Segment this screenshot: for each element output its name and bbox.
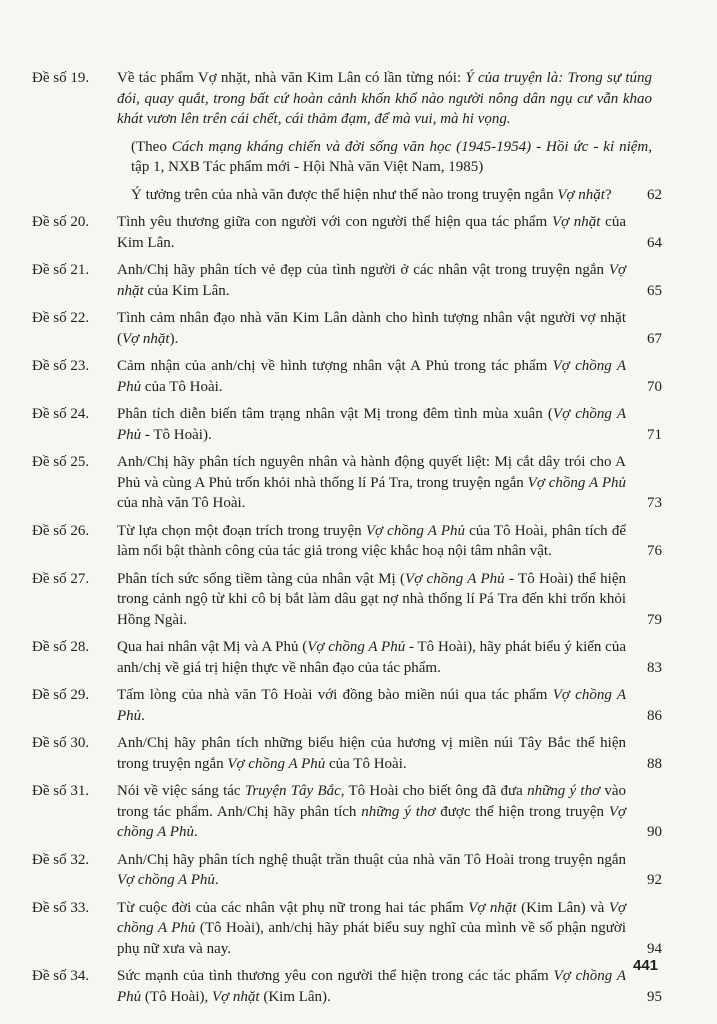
entry-text-run: (Theo bbox=[131, 138, 172, 155]
entry-text-italic: Cách mạng kháng chiến và đời sống văn học (1945-1954) - Hồi ức - kỉ niệm bbox=[171, 138, 649, 155]
entry-page: 79 bbox=[647, 611, 662, 628]
entry-text bbox=[117, 521, 662, 562]
entry-page: 71 bbox=[647, 426, 662, 443]
entry-text bbox=[117, 637, 662, 678]
entry-text-italic: Vợ chồng A Phủ bbox=[117, 358, 627, 395]
entry-text-run: Phân tích sức sống tiềm tàng của nhân vật Mị ( bbox=[117, 570, 406, 587]
entry-text bbox=[117, 966, 662, 1007]
toc-entry-continuation bbox=[32, 185, 662, 206]
entry-page: 65 bbox=[647, 282, 662, 299]
entry-text-italic: Vợ chồng A Phủ bbox=[117, 872, 215, 888]
toc-entry bbox=[32, 404, 662, 445]
entry-text-italic: những ý thơ bbox=[361, 803, 436, 820]
entry-text-run: . bbox=[193, 824, 198, 840]
entry-text-run: của nhà văn Tô Hoài. bbox=[117, 495, 246, 511]
toc-entry bbox=[32, 733, 662, 774]
entry-text-run: (Tô Hoài), bbox=[141, 988, 212, 1005]
entry-text-run: - Tô Hoài) thể hiện trong cảnh ngộ từ khi cô bị bắt làm dâu gạt nợ nhà thống lí Pá Tra đến khi trốn khỏi Hồng Ngài. bbox=[117, 570, 626, 628]
entry-text-italic: Vợ chồng A Phủ bbox=[117, 406, 627, 443]
entry-number: Đề số 26. bbox=[32, 522, 90, 539]
entry-number: Đề số 21. bbox=[32, 262, 90, 278]
entry-text-run: (Kim Lân) và bbox=[516, 899, 609, 916]
entry-number: Đề số 33. bbox=[32, 899, 90, 916]
entry-text-italic: Vợ nhặt bbox=[557, 186, 605, 203]
entry-number: Đề số 27. bbox=[32, 570, 90, 587]
entry-text-run: Anh/Chị hãy phân tích những biểu hiện của hương vị miền núi Tây Bắc thể hiện trong truyện ngắn bbox=[117, 735, 626, 772]
entry-text bbox=[117, 356, 662, 397]
entry-page: 88 bbox=[647, 755, 662, 772]
entry-text-run: của Tô Hoài. bbox=[325, 755, 407, 772]
entry-number: Đề số 20. bbox=[32, 214, 90, 230]
entry-text-italic: Vợ nhặt bbox=[551, 214, 601, 230]
entry-text-italic: Vợ chồng A Phủ bbox=[405, 570, 505, 587]
toc-entry bbox=[32, 898, 662, 960]
entry-text-run: của Tô Hoài, phân tích để làm nổi bật thành công của tác giả trong việc khắc hoạ nội tâm nhân vật. bbox=[117, 522, 626, 559]
entry-text-italic: Vợ chồng A Phủ bbox=[307, 639, 406, 655]
toc-entry bbox=[32, 637, 662, 678]
entry-text-run: của Tô Hoài. bbox=[141, 378, 223, 395]
entry-text-run: Phân tích diễn biến tâm trạng nhân vật Mị trong đêm tình mùa xuân ( bbox=[117, 406, 553, 422]
entry-page: 83 bbox=[647, 659, 662, 676]
entry-number: Đề số 29. bbox=[32, 687, 90, 703]
toc-entry bbox=[32, 781, 662, 843]
entry-number: Đề số 30. bbox=[32, 735, 90, 751]
entry-text bbox=[117, 212, 662, 253]
entry-number: Đề số 23. bbox=[32, 358, 90, 374]
entry-text bbox=[117, 137, 662, 178]
toc-entry bbox=[32, 850, 662, 891]
entry-text-run: ? bbox=[604, 186, 612, 203]
entry-number: Đề số 34. bbox=[32, 968, 90, 984]
entry-page: 76 bbox=[647, 543, 662, 559]
entry-text bbox=[117, 185, 662, 206]
entry-text-run: , Tô Hoài cho biết ông đã đưa bbox=[340, 783, 528, 799]
toc-entry bbox=[32, 68, 662, 130]
toc-entry bbox=[32, 356, 662, 397]
entry-text-run: Vợ nhặt bbox=[197, 70, 247, 86]
entry-text bbox=[117, 685, 662, 726]
entry-page: 86 bbox=[647, 707, 662, 724]
toc-entry bbox=[32, 308, 662, 349]
entry-text-run: được thể hiện trong truyện bbox=[435, 803, 609, 820]
entry-text bbox=[117, 569, 662, 631]
entry-text-run: Tình yêu thương giữa con người với con người thể hiện qua tác phẩm bbox=[117, 214, 552, 230]
toc-entry bbox=[32, 452, 662, 514]
entry-text-run: Tấm lòng của nhà văn Tô Hoài với đồng bào miền núi qua tác phẩm bbox=[117, 687, 553, 703]
entry-text bbox=[117, 260, 662, 301]
toc-entry-continuation bbox=[32, 137, 662, 178]
entry-text-italic: Vợ chồng A Phủ bbox=[117, 687, 627, 724]
entry-text-run: Anh/Chị hãy phân tích vẻ đẹp của tình người ở các nhân vật trong truyện ngắn bbox=[117, 262, 609, 278]
entry-text bbox=[117, 781, 662, 843]
entry-number: Đề số 28. bbox=[32, 639, 90, 655]
entry-text bbox=[117, 850, 662, 891]
entry-text-italic: Vợ chồng A Phủ bbox=[527, 474, 626, 491]
entry-text-run: - Tô Hoài). bbox=[141, 426, 212, 443]
entry-text-italic: Vợ nhặt bbox=[117, 262, 626, 299]
entry-text-run: (Kim Lân). bbox=[259, 988, 331, 1005]
entry-text-run: Anh/Chị hãy phân tích nghệ thuật trần thuật của nhà văn Tô Hoài trong truyện ngắn bbox=[117, 851, 626, 868]
entry-page: 67 bbox=[647, 330, 662, 347]
entry-text-run: Sức mạnh của tình thương yêu con người thể hiện trong các tác phẩm bbox=[117, 968, 554, 984]
entry-text-italic: Vợ nhặt bbox=[122, 330, 170, 347]
entry-text-run: của Kim Lân. bbox=[117, 214, 626, 251]
entry-page: 64 bbox=[647, 234, 662, 251]
toc-entry bbox=[32, 521, 662, 562]
entry-text bbox=[117, 68, 662, 130]
toc-entry bbox=[32, 685, 662, 726]
entry-text-run: Ý tưởng trên của nhà văn được thể hiện như thế nào trong truyện ngắn bbox=[131, 186, 558, 203]
entry-text-italic: Vợ chồng A Phủ bbox=[117, 968, 626, 1005]
entry-text bbox=[117, 404, 662, 445]
entry-text-run: Từ lựa chọn một đoạn trích trong truyện bbox=[117, 522, 366, 539]
entry-text-run: - Tô Hoài), hãy phát biểu ý kiến của anh/chị về giá trị hiện thực về nhân đạo của tác phẩm. bbox=[117, 639, 627, 676]
entry-text-italic: Truyện Tây Bắc bbox=[244, 783, 341, 799]
entry-text-run: Anh/Chị hãy phân tích nguyên nhân và hành động quyết liệt: Mị cắt dây trói cho A Phủ và cùng A Phủ trốn khỏi nhà thống lí Pá Tra, trong truyện ngắn bbox=[117, 454, 626, 491]
entry-text-run: Từ cuộc đời của các nhân vật phụ nữ trong hai tác phẩm bbox=[117, 899, 469, 916]
entry-text-run: . bbox=[214, 872, 219, 888]
entry-text-italic: Vợ chồng A Phủ bbox=[227, 755, 326, 772]
entry-number: Đề số 24. bbox=[32, 406, 90, 422]
entry-text bbox=[117, 308, 662, 349]
entry-text-run: Về tác phẩm bbox=[117, 70, 198, 86]
entry-text bbox=[117, 452, 662, 514]
entry-text-italic: Vợ nhặt bbox=[468, 899, 517, 916]
entry-page: 70 bbox=[647, 378, 662, 395]
entry-number: Đề số 19. bbox=[32, 70, 90, 86]
table-of-contents bbox=[32, 68, 662, 1014]
entry-text-run: vào trong tác phẩm. Anh/Chị hãy phân tích bbox=[117, 783, 626, 820]
entry-page: 90 bbox=[647, 824, 662, 840]
entry-text-italic: Vợ chồng A Phủ bbox=[117, 899, 627, 936]
page-number: 441 bbox=[633, 957, 659, 974]
entry-text-italic: Ý của truyện là: Trong sự túng đói, quay quắt, trong bất cứ hoàn cảnh khốn khổ nào người nông dân ngụ cư vẫn khao khát vươn lên trên cái chết, cái thảm đạm, để mà vui, mà hi vọng. bbox=[117, 70, 653, 127]
toc-entry bbox=[32, 569, 662, 631]
entry-number: Đề số 31. bbox=[32, 783, 90, 799]
entry-text-run: Nói về việc sáng tác bbox=[117, 783, 245, 799]
entry-text-run: , tập 1, NXB Tác phẩm mới - Hội Nhà văn Việt Nam, 1985) bbox=[131, 138, 652, 175]
entry-text-run: Qua hai nhân vật Mị và A Phủ ( bbox=[117, 639, 308, 655]
entry-page: 62 bbox=[647, 186, 662, 203]
entry-text bbox=[117, 898, 662, 960]
entry-number: Đề số 22. bbox=[32, 310, 90, 326]
entry-text-run: . bbox=[141, 707, 145, 724]
entry-text-run: của Kim Lân. bbox=[143, 282, 230, 299]
entry-text-italic: Vợ chồng A Phủ bbox=[365, 522, 465, 539]
entry-text-italic: những ý thơ bbox=[527, 783, 601, 799]
entry-page: 73 bbox=[647, 495, 662, 511]
entry-text-run: , nhà văn Kim Lân có lần từng nói: bbox=[246, 70, 466, 86]
toc-entry bbox=[32, 212, 662, 253]
entry-text-italic: Vợ chồng A Phủ bbox=[117, 803, 627, 840]
entry-page: 94 bbox=[647, 940, 662, 957]
entry-text bbox=[117, 733, 662, 774]
entry-page: 92 bbox=[647, 872, 662, 888]
toc-entry bbox=[32, 260, 662, 301]
entry-text-run: ). bbox=[169, 330, 179, 347]
entry-text-italic: Vợ nhặt bbox=[211, 988, 260, 1005]
entry-number: Đề số 25. bbox=[32, 454, 90, 470]
entry-text-run: (Tô Hoài), anh/chị hãy phát biểu suy nghĩ của mình về số phận người phụ nữ xưa và nay. bbox=[117, 920, 626, 957]
entry-text-run: Cảm nhận của anh/chị về hình tượng nhân vật A Phủ trong tác phẩm bbox=[117, 358, 553, 374]
entry-page: 95 bbox=[647, 988, 662, 1005]
entry-number: Đề số 32. bbox=[32, 851, 90, 868]
entry-text-run: Tình cảm nhân đạo nhà văn Kim Lân dành cho hình tượng nhân vật người vợ nhặt ( bbox=[117, 310, 626, 347]
toc-entry bbox=[32, 966, 662, 1007]
